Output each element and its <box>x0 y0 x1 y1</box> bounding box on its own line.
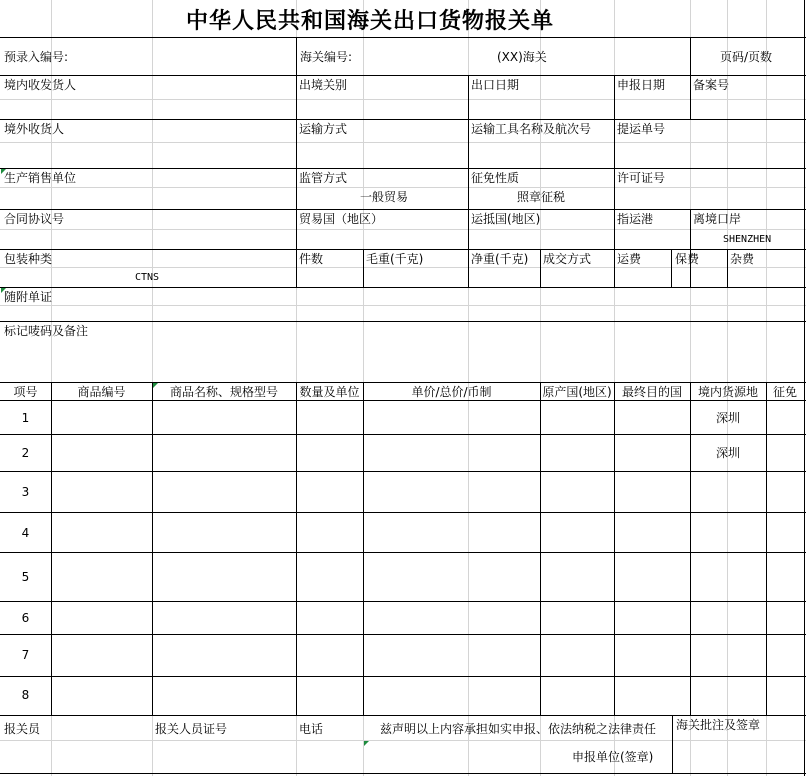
supervision-label: 监管方式 <box>299 171 348 185</box>
record-no-label: 备案号 <box>693 78 730 92</box>
border-line <box>0 601 806 602</box>
border-line <box>614 75 615 287</box>
border-line <box>152 382 153 715</box>
border-line <box>690 37 691 75</box>
border-line <box>672 715 673 773</box>
port-label: 指运港 <box>617 212 654 226</box>
exit-port-label: 离境口岸 <box>693 212 742 226</box>
customs-approval-label: 海关批注及签章 <box>676 718 761 732</box>
border-line <box>0 75 806 76</box>
border-line <box>690 382 691 715</box>
customs-no-label: 海关编号: <box>300 50 353 64</box>
transport-mode-label: 运输方式 <box>299 122 348 136</box>
docs-label: 随附单证 <box>4 290 53 304</box>
overseas-consignee-label: 境外收货人 <box>4 122 65 136</box>
border-line <box>614 382 615 715</box>
domestic-consignor-label: 境内收发货人 <box>4 78 77 92</box>
border-line <box>0 287 806 288</box>
item-number: 7 <box>21 648 30 662</box>
column-header: 原产国(地区) <box>542 385 612 399</box>
border-line <box>0 321 806 322</box>
freight-label: 运费 <box>617 252 642 266</box>
gridline <box>0 267 806 268</box>
gridline <box>0 142 806 143</box>
declarant-label: 报关员 <box>4 722 41 736</box>
border-line <box>0 434 806 435</box>
border-line <box>296 37 297 75</box>
border-line <box>690 75 691 119</box>
misc-fee-label: 杂费 <box>730 252 755 266</box>
producer-label: 生产销售单位 <box>4 171 77 185</box>
border-line <box>0 634 806 635</box>
border-line <box>0 249 806 250</box>
border-line <box>0 471 806 472</box>
page-number-label: 页码/页数 <box>720 50 773 64</box>
column-header: 最终目的国 <box>621 385 682 399</box>
border-line <box>0 382 806 383</box>
border-line <box>0 552 806 553</box>
column-header: 数量及单位 <box>299 385 360 399</box>
dest-country-label: 运抵国(地区) <box>471 212 541 226</box>
border-line <box>296 382 297 715</box>
item-origin: 深圳 <box>715 411 740 425</box>
pieces-label: 件数 <box>299 252 324 266</box>
border-line <box>766 382 767 715</box>
declaration-statement: 兹声明以上内容承担如实申报、依法纳税之法律责任 <box>380 722 657 736</box>
tax-nature-label: 征免性质 <box>471 171 520 185</box>
border-line <box>690 209 691 287</box>
declare-date-label: 申报日期 <box>617 78 666 92</box>
item-number: 4 <box>21 526 30 540</box>
form-title: 中华人民共和国海关出口货物报关单 <box>185 8 554 34</box>
border-line <box>0 512 806 513</box>
package-label: 包装种类 <box>4 252 53 266</box>
column-header: 单价/总价/币制 <box>411 385 492 399</box>
column-header: 征免 <box>772 385 797 399</box>
border-line <box>0 119 806 120</box>
license-label: 许可证号 <box>617 171 666 185</box>
item-number: 8 <box>21 688 30 702</box>
border-line <box>671 249 672 287</box>
column-header: 境内货源地 <box>697 385 758 399</box>
gross-weight-label: 毛重(千克) <box>366 252 424 266</box>
cell-marker-icon <box>364 741 369 746</box>
declarant-cert-label: 报关人员证号 <box>155 722 228 736</box>
border-line <box>363 382 364 715</box>
border-line <box>0 209 806 210</box>
column-header: 项号 <box>13 385 38 399</box>
phone-label: 电话 <box>299 722 324 736</box>
trade-country-label: 贸易国（地区） <box>299 212 384 226</box>
supervision-value: 一般贸易 <box>360 190 409 204</box>
exit-port-value: SHENZHEN <box>723 234 772 245</box>
gridline <box>0 305 806 306</box>
border-line <box>468 75 469 287</box>
declaring-unit-label: 申报单位(签章) <box>572 750 654 764</box>
transport-name-label: 运输工具名称及航次号 <box>471 122 592 136</box>
border-line <box>0 773 806 774</box>
pre-entry-no-label: 预录入编号: <box>4 50 69 64</box>
insurance-label: 保费 <box>675 252 700 266</box>
column-header: 商品名称、规格型号 <box>169 385 278 399</box>
border-line <box>0 168 806 169</box>
border-line <box>0 400 806 401</box>
terms-label: 成交方式 <box>543 252 592 266</box>
export-date-label: 出口日期 <box>471 78 520 92</box>
border-line <box>727 249 728 287</box>
package-value: CTNS <box>135 272 160 283</box>
gridline <box>0 99 806 100</box>
item-number: 1 <box>21 411 30 425</box>
border-line <box>296 75 297 287</box>
border-line <box>804 0 805 776</box>
border-line <box>0 715 806 716</box>
gridline <box>0 187 806 188</box>
contract-label: 合同协议号 <box>4 212 65 226</box>
item-number: 2 <box>21 446 30 460</box>
border-line <box>363 249 364 287</box>
item-number: 6 <box>21 611 30 625</box>
gridline <box>0 740 806 741</box>
net-weight-label: 净重(千克) <box>471 252 529 266</box>
item-number: 3 <box>21 485 30 499</box>
item-origin: 深圳 <box>715 446 740 460</box>
border-line <box>0 37 806 38</box>
border-line <box>540 382 541 715</box>
exit-customs-label: 出境关别 <box>299 78 348 92</box>
border-line <box>0 676 806 677</box>
customs-name: (XX)海关 <box>497 50 547 64</box>
border-line <box>540 249 541 287</box>
column-header: 商品编号 <box>77 385 126 399</box>
bill-no-label: 提运单号 <box>617 122 666 136</box>
gridline <box>0 229 806 230</box>
tax-nature-value: 照章征税 <box>517 190 566 204</box>
border-line <box>51 382 52 715</box>
marks-label: 标记唛码及备注 <box>4 324 89 338</box>
item-number: 5 <box>21 570 30 584</box>
